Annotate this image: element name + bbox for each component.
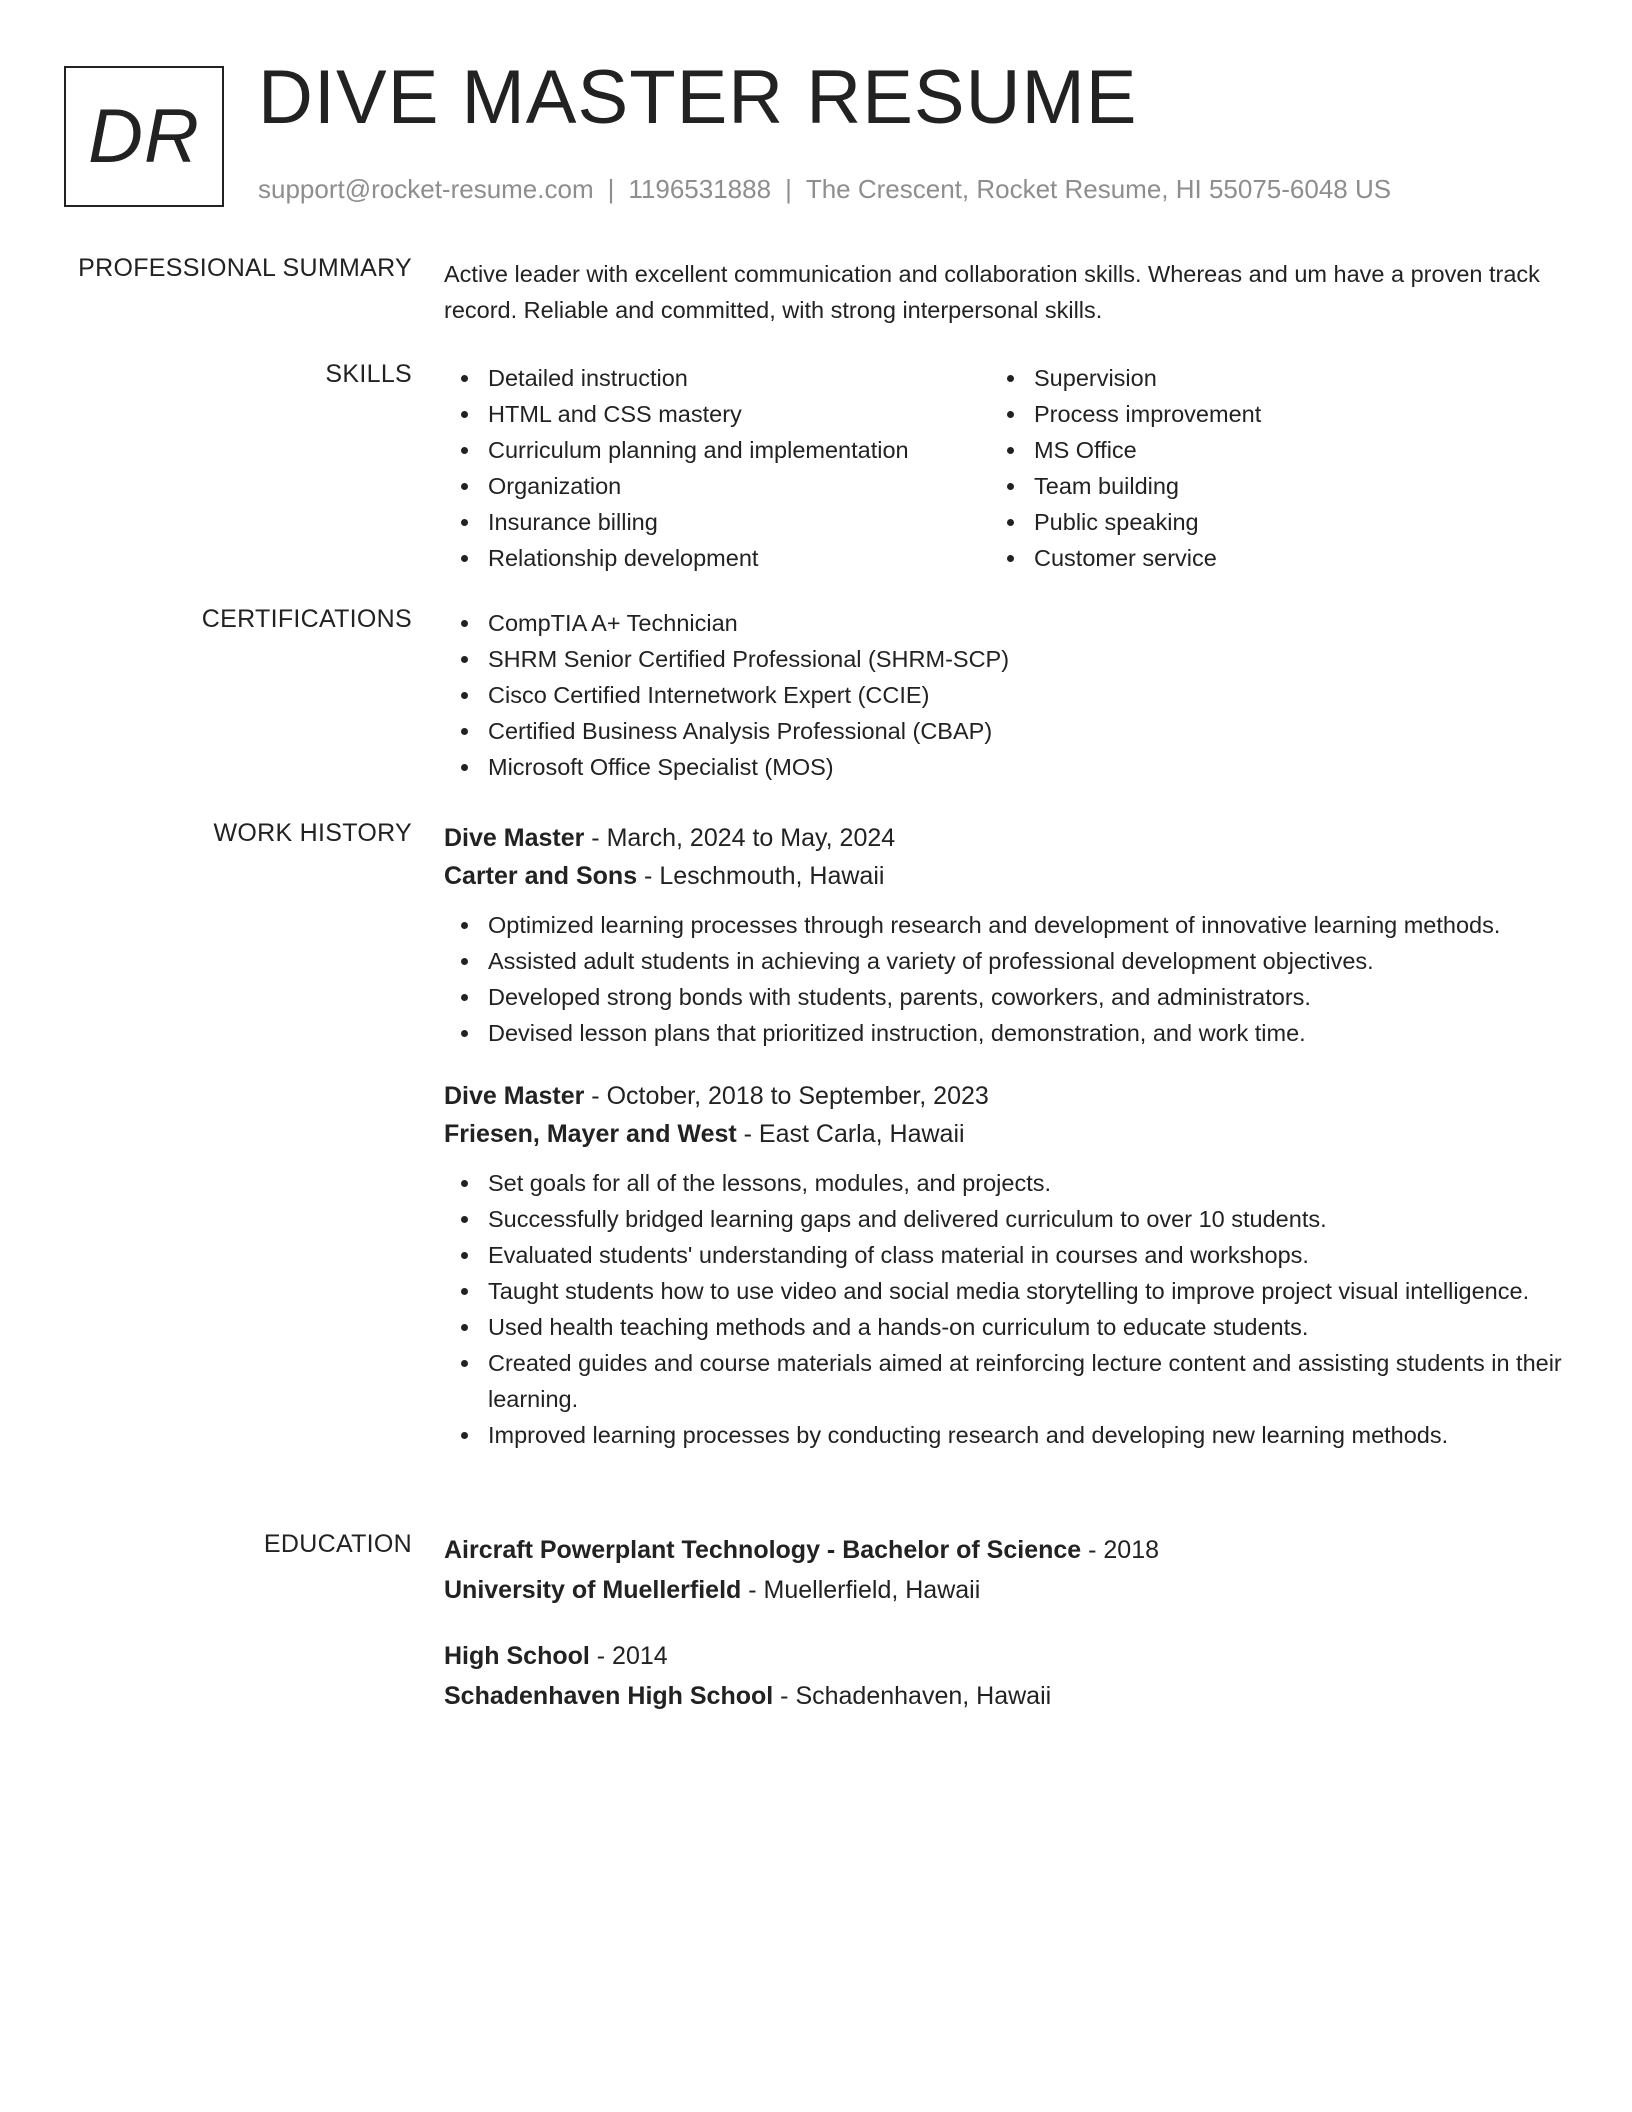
job-entry xyxy=(444,1077,1564,1453)
work-history-heading: WORK HISTORY xyxy=(213,819,412,847)
education-degree: High School xyxy=(444,1642,590,1670)
education-location: - Muellerfield, Hawaii xyxy=(741,1576,981,1604)
education-degree-line xyxy=(444,1530,1564,1570)
skill-item: MS Office xyxy=(990,432,1536,468)
monogram-box xyxy=(64,66,224,207)
skill-item: Customer service xyxy=(990,540,1536,576)
certification-item: SHRM Senior Certified Professional (SHRM-SCP) xyxy=(444,641,1564,677)
job-title: Dive Master xyxy=(444,1082,585,1110)
skill-item: Detailed instruction xyxy=(444,360,990,396)
education-degree: Aircraft Powerplant Technology - Bachelor of Science xyxy=(444,1536,1082,1564)
job-company: Friesen, Mayer and West xyxy=(444,1120,737,1148)
job-bullet: Improved learning processes by conducting research and developing new learning methods. xyxy=(444,1417,1564,1453)
contact-email: support@rocket-resume.com xyxy=(258,174,594,204)
job-bullet: Successfully bridged learning gaps and delivered curriculum to over 10 students. xyxy=(444,1201,1564,1237)
skills-list-left xyxy=(444,360,990,576)
education-year: - 2014 xyxy=(589,1642,668,1670)
certifications-heading: CERTIFICATIONS xyxy=(201,605,412,633)
certifications-body xyxy=(444,605,1564,785)
certification-item: Cisco Certified Internetwork Expert (CCIE) xyxy=(444,677,1564,713)
job-bullet: Developed strong bonds with students, parents, coworkers, and administrators. xyxy=(444,979,1564,1015)
education-school-line xyxy=(444,1676,1564,1716)
education-school: University of Muellerfield xyxy=(444,1576,742,1604)
work-history-body xyxy=(444,819,1564,1479)
skill-item: Team building xyxy=(990,468,1536,504)
job-title-line xyxy=(444,1077,1564,1115)
certification-item: CompTIA A+ Technician xyxy=(444,605,1564,641)
skill-item: Curriculum planning and implementation xyxy=(444,432,990,468)
education-location: - Schadenhaven, Hawaii xyxy=(773,1682,1052,1710)
skill-item: HTML and CSS mastery xyxy=(444,396,990,432)
job-title-line xyxy=(444,819,1564,857)
education-heading: EDUCATION xyxy=(263,1530,412,1558)
job-dates: - October, 2018 to September, 2023 xyxy=(584,1082,989,1110)
contact-phone: 1196531888 xyxy=(628,174,772,204)
job-entry xyxy=(444,819,1564,1051)
job-location: - Leschmouth, Hawaii xyxy=(637,862,885,890)
education-body xyxy=(444,1530,1564,1742)
job-title: Dive Master xyxy=(444,824,585,852)
summary-heading: PROFESSIONAL SUMMARY xyxy=(78,254,412,282)
job-company-line xyxy=(444,857,1564,895)
job-bullet: Evaluated students' understanding of class material in courses and workshops. xyxy=(444,1237,1564,1273)
certification-item: Certified Business Analysis Professional (CBAP) xyxy=(444,713,1564,749)
skill-item: Process improvement xyxy=(990,396,1536,432)
skill-item: Organization xyxy=(444,468,990,504)
job-company: Carter and Sons xyxy=(444,862,638,890)
summary-text: Active leader with excellent communication and collaboration skills. Whereas and um have a proven track record. Reliable and committed, with strong interpersonal skills. xyxy=(444,261,1540,323)
skills-heading: SKILLS xyxy=(325,360,412,388)
certification-item: Microsoft Office Specialist (MOS) xyxy=(444,749,1564,785)
skill-item: Public speaking xyxy=(990,504,1536,540)
monogram-initials: DR xyxy=(88,94,200,179)
job-company-line xyxy=(444,1115,1564,1153)
job-dates: - March, 2024 to May, 2024 xyxy=(584,824,896,852)
job-bullet: Created guides and course materials aimed at reinforcing lecture content and assisting students in their learning. xyxy=(444,1345,1564,1417)
skill-item: Insurance billing xyxy=(444,504,990,540)
job-bullet: Set goals for all of the lessons, modules, and projects. xyxy=(444,1165,1564,1201)
job-bullets xyxy=(444,907,1564,1051)
contact-address: The Crescent, Rocket Resume, HI 55075-6048 US xyxy=(805,174,1392,204)
skill-item: Supervision xyxy=(990,360,1536,396)
education-entry xyxy=(444,1530,1564,1610)
job-bullet: Used health teaching methods and a hands-on curriculum to educate students. xyxy=(444,1309,1564,1345)
contact-separator: | xyxy=(607,174,615,204)
contact-line xyxy=(258,174,1391,205)
resume-title: DIVE MASTER RESUME xyxy=(258,55,1138,140)
job-location: - East Carla, Hawaii xyxy=(736,1120,965,1148)
education-entry xyxy=(444,1636,1564,1716)
job-bullet: Devised lesson plans that prioritized instruction, demonstration, and work time. xyxy=(444,1015,1564,1051)
education-degree-line xyxy=(444,1636,1564,1676)
skills-body xyxy=(444,360,1564,576)
job-bullet: Optimized learning processes through research and development of innovative learning methods. xyxy=(444,907,1564,943)
certifications-list xyxy=(444,605,1564,785)
job-bullet: Assisted adult students in achieving a variety of professional development objectives. xyxy=(444,943,1564,979)
job-bullets xyxy=(444,1165,1564,1453)
education-school: Schadenhaven High School xyxy=(444,1682,774,1710)
skill-item: Relationship development xyxy=(444,540,990,576)
education-year: - 2018 xyxy=(1081,1536,1160,1564)
skills-list-right xyxy=(990,360,1536,576)
contact-separator: | xyxy=(785,174,792,204)
education-school-line xyxy=(444,1570,1564,1610)
job-bullet: Taught students how to use video and social media storytelling to improve project visual intelligence. xyxy=(444,1273,1564,1309)
